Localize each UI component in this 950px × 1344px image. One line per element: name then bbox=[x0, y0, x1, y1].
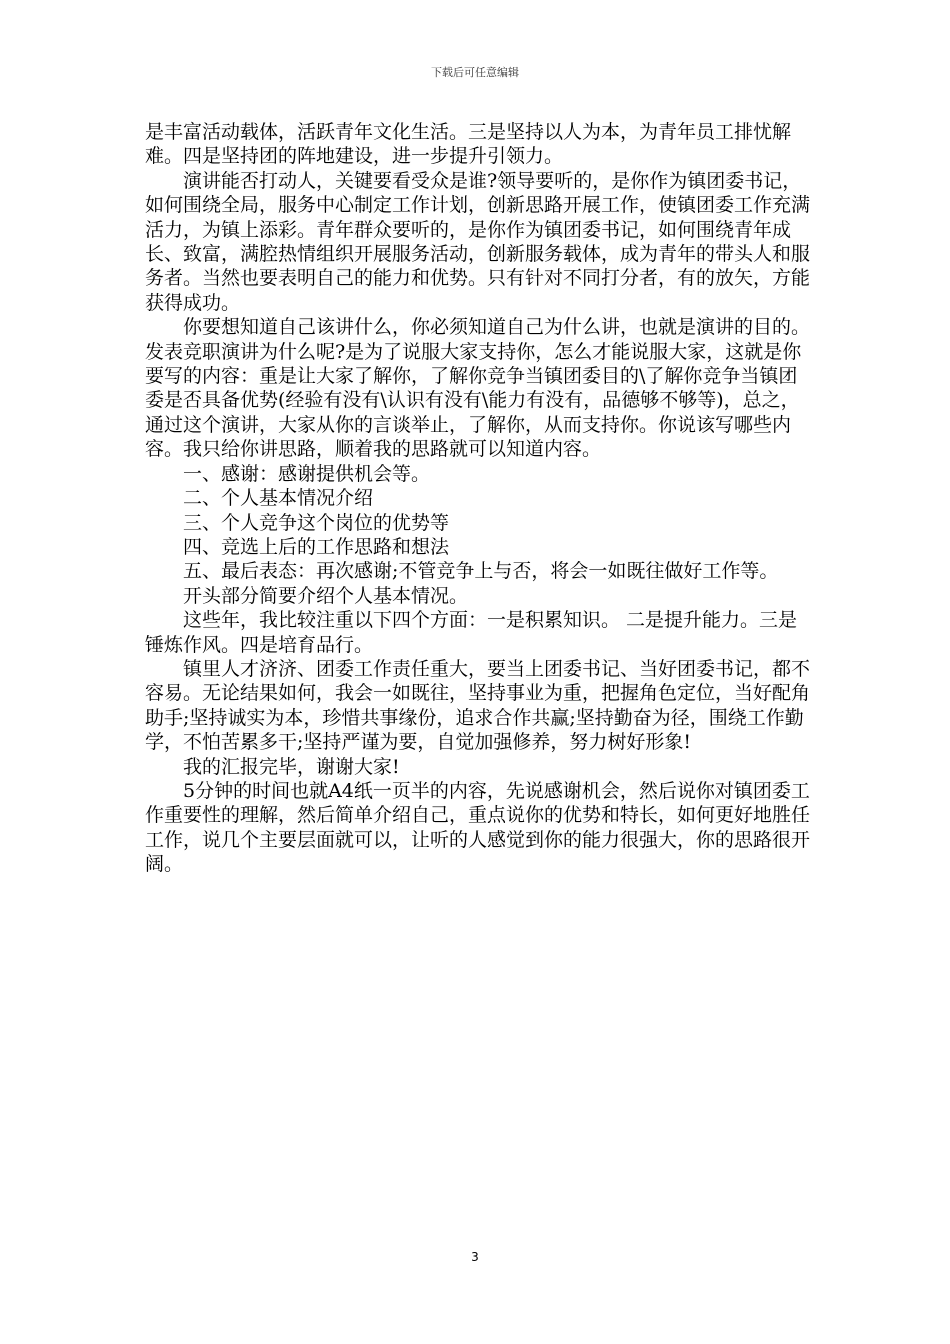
list-item: 三、个人竞争这个岗位的优势等 bbox=[183, 511, 450, 534]
page-number: 3 bbox=[471, 1250, 479, 1264]
page-header: 下载后可任意编辑 bbox=[431, 66, 519, 79]
paragraph: 演讲能否打动人，关键要看受众是谁?领导要听的，是你作为镇团委书记，如何围绕全局，服务中心制定工作计划，创新思路开展工作，使镇团委工作充满活力，为镇上添彩。青年群众要听的，是你作为镇团委书记，如何围绕青年成长、致富，满腔热情组织开展服务活动，创新服务载体，成为青年的带头人和服务者。当然也要表明自己的能力和优势。只有针对不同打分者，有的放矢，方能获得成功。 bbox=[145, 169, 811, 314]
paragraph: 5分钟的时间也就A4纸一页半的内容，先说感谢机会，然后说你对镇团委工作重要性的理解，然后简单介绍自己，重点说你的优势和特长，如何更好地胜任工作，说几个主要层面就可以，让听的人感觉到你的能力很强大，你的思路很开阔。 bbox=[145, 779, 811, 876]
list-item: 四、竞选上后的工作思路和想法 bbox=[183, 535, 450, 558]
list-item: 一、感谢：感谢提供机会等。 bbox=[183, 462, 431, 485]
paragraph: 开头部分简要介绍个人基本情况。 bbox=[183, 584, 469, 607]
paragraph: 镇里人才济济、团委工作责任重大，要当上团委书记、当好团委书记，都不容易。无论结果如何，我会一如既往，坚持事业为重，把握角色定位，当好配角助手;坚持诚实为本，珍惜共事缘份，追求合作共赢;坚持勤奋为径，围绕工作勤学，不怕苦累多干;坚持严谨为要，自觉加强修养，努力树好形象! bbox=[145, 657, 811, 754]
list-item: 五、最后表态：再次感谢;不管竞争上与否，将会一如既往做好工作等。 bbox=[183, 560, 779, 583]
paragraph: 你要想知道自己该讲什么，你必须知道自己为什么讲，也就是演讲的目的。发表竞职演讲为什么呢?是为了说服大家支持你，怎么才能说服大家，这就是你要写的内容：重是让大家了解你，了解你竞争当镇团委目的\了解你竞争当镇团委是否具备优势(经验有没有\认识有没有\能力有没有，品德够不够等)，总之，通过这个演讲，大家从你的言谈举止，了解你，从而支持你。你说该写哪些内容。我只给你讲思路，顺着我的思路就可以知道内容。 bbox=[145, 316, 811, 461]
paragraph: 这些年，我比较注重以下四个方面：一是积累知识。 二是提升能力。三是锤炼作风。四是培育品行。 bbox=[145, 609, 798, 656]
document-body bbox=[145, 120, 810, 877]
paragraph-continued: 是丰富活动载体，活跃青年文化生活。三是坚持以人为本，为青年员工排忧解难。四是坚持团的阵地建设，进一步提升引领力。 bbox=[145, 121, 792, 168]
list-item: 二、个人基本情况介绍 bbox=[183, 487, 374, 510]
paragraph: 我的汇报完毕，谢谢大家! bbox=[183, 755, 400, 778]
